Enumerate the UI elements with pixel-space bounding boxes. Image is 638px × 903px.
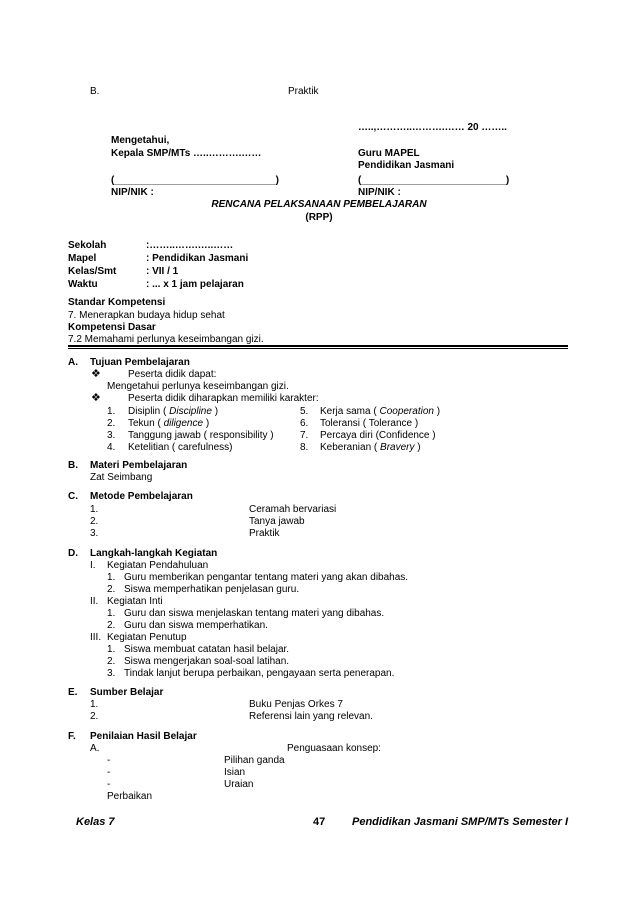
- character-num: 8.: [300, 442, 309, 453]
- document-subtitle: (RPP): [305, 212, 333, 223]
- section-title: Langkah-langkah Kegiatan: [90, 548, 218, 559]
- group-title: Kegiatan Inti: [107, 596, 163, 607]
- identity-label: Mapel: [68, 253, 97, 264]
- step-num: 2.: [107, 656, 116, 667]
- step-num: 2.: [107, 584, 116, 595]
- kepala-label: Kepala SMP/MTs …..……….……: [111, 148, 262, 159]
- step-text: Guru dan siswa menjelaskan tentang materi yang dibahas.: [124, 608, 385, 619]
- character-num: 7.: [300, 430, 309, 441]
- character-item: Ketelitian ( carefulness): [128, 442, 233, 453]
- character-num: 4.: [107, 442, 116, 453]
- date-line: …..,………..……….…… 20 ……..: [358, 122, 507, 133]
- step-num: 2.: [107, 620, 116, 631]
- step-text: Tindak lanjut berupa perbaikan, pengayaan serta penerapan.: [124, 668, 395, 679]
- character-num: 1.: [107, 406, 116, 417]
- diamond-bullet-icon: ❖: [91, 392, 101, 404]
- step-text: Siswa mengerjakan soal-soal latihan.: [124, 656, 290, 667]
- character-item: Disiplin ( Discipline ): [128, 406, 219, 417]
- roman-num: II.: [90, 596, 99, 607]
- character-num: 5.: [300, 406, 309, 417]
- step-num: 1.: [107, 608, 116, 619]
- divider-rule: [68, 348, 568, 349]
- step-num: 3.: [107, 668, 116, 679]
- character-item: Percaya diri (Confidence ): [320, 430, 436, 441]
- identity-value: : ... x 1 jam pelajaran: [146, 279, 244, 290]
- dash-marker: -: [107, 779, 111, 790]
- roman-num: III.: [90, 632, 102, 643]
- character-item: Tekun ( diligence ): [128, 418, 210, 429]
- materi-text: Zat Seimbang: [90, 472, 153, 483]
- group-title: Kegiatan Penutup: [107, 632, 187, 643]
- character-item: Keberanian ( Bravery ): [320, 442, 421, 453]
- section-title: Materi Pembelajaran: [90, 460, 188, 471]
- sub-label: A.: [90, 743, 100, 754]
- step-text: Siswa memperhatikan penjelasan guru.: [124, 584, 300, 595]
- identity-label: Waktu: [68, 279, 98, 290]
- right-signature-line: (__________________________): [358, 175, 510, 186]
- identity-value: :……..…….…..……: [146, 240, 234, 251]
- list-num: 3.: [90, 528, 99, 539]
- dash-marker: -: [107, 767, 111, 778]
- list-item: Referensi lain yang relevan.: [249, 711, 373, 722]
- right-nip-label: NIP/NIK :: [358, 187, 401, 198]
- step-num: 1.: [107, 644, 116, 655]
- roman-num: I.: [90, 560, 96, 571]
- identity-label: Kelas/Smt: [68, 266, 117, 277]
- identity-value: : Pendidikan Jasmani: [146, 253, 249, 264]
- section-letter: C.: [68, 491, 78, 502]
- assessment-type: Pilihan ganda: [224, 755, 285, 766]
- section-title: Penilaian Hasil Belajar: [90, 731, 197, 742]
- character-num: 3.: [107, 430, 116, 441]
- identity-label: Sekolah: [68, 240, 107, 251]
- bullet-text: Peserta didik diharapkan memiliki karakter:: [128, 393, 319, 404]
- footer-subject: Pendidikan Jasmani SMP/MTs Semester I: [352, 816, 569, 828]
- left-nip-label: NIP/NIK :: [111, 187, 154, 198]
- list-item: Praktik: [249, 528, 280, 539]
- section-b-label: B.: [90, 86, 100, 97]
- assessment-type: Uraian: [224, 779, 254, 790]
- assessment-type: Isian: [224, 767, 246, 778]
- objective-text: Mengetahui perlunya keseimbangan gizi.: [107, 381, 289, 392]
- left-signature-line: (_____________________________): [111, 175, 279, 186]
- identity-value: : VII / 1: [146, 266, 179, 277]
- step-num: 1.: [107, 572, 116, 583]
- character-num: 2.: [107, 418, 116, 429]
- list-item: Tanya jawab: [249, 516, 305, 527]
- dash-marker: -: [107, 755, 111, 766]
- character-item: Toleransi ( Tolerance ): [320, 418, 419, 429]
- section-letter: D.: [68, 548, 78, 559]
- section-letter: F.: [68, 731, 76, 742]
- list-item: Ceramah bervariasi: [249, 504, 337, 515]
- section-letter: E.: [68, 687, 78, 698]
- character-num: 6.: [300, 418, 309, 429]
- step-text: Guru dan siswa memperhatikan.: [124, 620, 268, 631]
- standar-kompetensi-title: Standar Kompetensi: [68, 297, 166, 308]
- list-item: Buku Penjas Orkes 7: [249, 699, 343, 710]
- diamond-bullet-icon: ❖: [91, 368, 101, 380]
- praktik-label: Praktik: [288, 86, 319, 97]
- group-title: Kegiatan Pendahuluan: [107, 560, 209, 571]
- document-title: RENCANA PELAKSANAAN PEMBELAJARAN: [211, 199, 427, 210]
- character-item: Tanggung jawab ( responsibility ): [128, 430, 274, 441]
- section-letter: A.: [68, 357, 78, 368]
- footer-class: Kelas 7: [76, 816, 115, 828]
- perbaikan-label: Perbaikan: [107, 791, 153, 802]
- sub-text: Penguasaan konsep:: [287, 743, 381, 754]
- step-text: Guru memberikan pengantar tentang materi yang akan dibahas.: [124, 572, 409, 583]
- list-num: 1.: [90, 699, 99, 710]
- step-text: Siswa membuat catatan hasil belajar.: [124, 644, 290, 655]
- section-title: Metode Pembelajaran: [90, 491, 193, 502]
- bullet-text: Peserta didik dapat:: [128, 369, 217, 380]
- divider-rule: [68, 345, 568, 347]
- mengetahui-label: Mengetahui,: [111, 135, 170, 146]
- section-title: Tujuan Pembelajaran: [90, 357, 190, 368]
- kompetensi-dasar-item: 7.2 Memahami perlunya keseimbangan gizi.: [68, 334, 264, 345]
- page-number: 47: [313, 816, 326, 828]
- section-title: Sumber Belajar: [90, 687, 164, 698]
- standar-kompetensi-item: 7. Menerapkan budaya hidup sehat: [68, 310, 225, 321]
- guru-label: Guru MAPEL: [358, 148, 420, 159]
- section-letter: B.: [68, 460, 78, 471]
- character-item: Kerja sama ( Cooperation ): [320, 406, 441, 417]
- list-num: 2.: [90, 516, 99, 527]
- mapel-label: Pendidikan Jasmani: [358, 160, 455, 171]
- list-num: 1.: [90, 504, 99, 515]
- list-num: 2.: [90, 711, 99, 722]
- kompetensi-dasar-title: Kompetensi Dasar: [68, 322, 156, 333]
